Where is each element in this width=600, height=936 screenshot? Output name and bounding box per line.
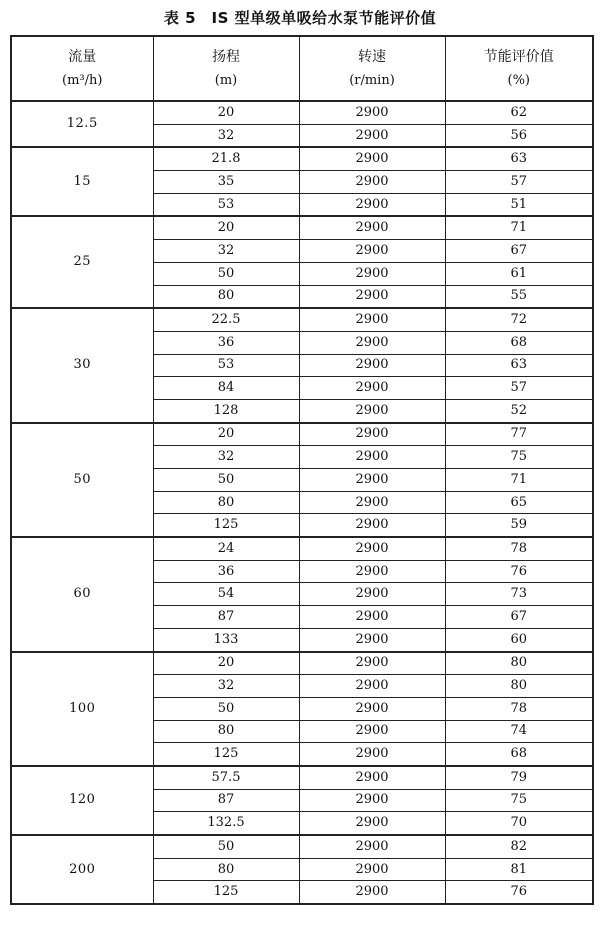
speed-cell: 2900 (299, 354, 445, 377)
head-cell: 84 (153, 377, 299, 400)
head-cell: 125 (153, 743, 299, 766)
speed-cell: 2900 (299, 881, 445, 904)
speed-cell: 2900 (299, 628, 445, 651)
speed-cell: 2900 (299, 812, 445, 835)
efficiency-cell: 63 (445, 354, 593, 377)
table-row (11, 216, 593, 239)
head-cell: 32 (153, 124, 299, 147)
speed-cell: 2900 (299, 240, 445, 263)
speed-cell: 2900 (299, 743, 445, 766)
head-cell: 24 (153, 537, 299, 560)
column-header-speed (299, 36, 445, 101)
head-cell: 50 (153, 697, 299, 720)
header-label: 节能评价值 (483, 48, 554, 65)
flow-cell: 30 (11, 308, 153, 422)
speed-cell: 2900 (299, 331, 445, 354)
table-row (11, 537, 593, 560)
efficiency-cell: 79 (445, 766, 593, 789)
efficiency-cell: 55 (445, 285, 593, 308)
speed-cell: 2900 (299, 308, 445, 331)
speed-cell: 2900 (299, 583, 445, 606)
speed-cell: 2900 (299, 606, 445, 629)
efficiency-cell: 52 (445, 399, 593, 422)
head-cell: 87 (153, 606, 299, 629)
head-cell: 132.5 (153, 812, 299, 835)
head-cell: 20 (153, 423, 299, 446)
speed-cell: 2900 (299, 216, 445, 239)
flow-cell: 25 (11, 216, 153, 308)
table-row (11, 101, 593, 124)
header-unit: (m) (214, 72, 238, 88)
head-cell: 20 (153, 216, 299, 239)
efficiency-cell: 70 (445, 812, 593, 835)
header-label: 转速 (358, 48, 386, 65)
efficiency-cell: 56 (445, 124, 593, 147)
flow-cell: 120 (11, 766, 153, 835)
head-cell: 36 (153, 560, 299, 583)
pump-efficiency-table (10, 35, 594, 905)
speed-cell: 2900 (299, 124, 445, 147)
head-cell: 80 (153, 858, 299, 881)
table-row (11, 423, 593, 446)
efficiency-cell: 78 (445, 537, 593, 560)
efficiency-cell: 57 (445, 377, 593, 400)
table-title: 表 5 IS 型单级单吸给水泵节能评价值 (163, 9, 437, 27)
flow-cell: 100 (11, 652, 153, 766)
efficiency-cell: 78 (445, 697, 593, 720)
flow-cell: 200 (11, 835, 153, 904)
head-cell: 36 (153, 331, 299, 354)
head-cell: 20 (153, 101, 299, 124)
efficiency-cell: 68 (445, 331, 593, 354)
speed-cell: 2900 (299, 101, 445, 124)
speed-cell: 2900 (299, 193, 445, 216)
speed-cell: 2900 (299, 652, 445, 675)
efficiency-cell: 57 (445, 171, 593, 194)
column-header-flow (11, 36, 153, 101)
head-cell: 57.5 (153, 766, 299, 789)
efficiency-cell: 67 (445, 606, 593, 629)
efficiency-cell: 75 (445, 446, 593, 469)
head-cell: 80 (153, 720, 299, 743)
header-row (11, 36, 593, 101)
table-body (11, 101, 593, 904)
head-cell: 32 (153, 240, 299, 263)
head-cell: 50 (153, 262, 299, 285)
head-cell: 80 (153, 285, 299, 308)
efficiency-cell: 68 (445, 743, 593, 766)
head-cell: 125 (153, 514, 299, 537)
head-cell: 53 (153, 354, 299, 377)
head-cell: 32 (153, 675, 299, 698)
head-cell: 22.5 (153, 308, 299, 331)
speed-cell: 2900 (299, 171, 445, 194)
head-cell: 128 (153, 399, 299, 422)
efficiency-cell: 76 (445, 560, 593, 583)
column-header-head (153, 36, 299, 101)
header-unit: (r/min) (349, 72, 395, 88)
table-row (11, 835, 593, 858)
header-label: 扬程 (212, 48, 240, 65)
table-row (11, 766, 593, 789)
efficiency-cell: 59 (445, 514, 593, 537)
efficiency-cell: 80 (445, 652, 593, 675)
header-unit: (%) (507, 72, 530, 88)
efficiency-cell: 67 (445, 240, 593, 263)
speed-cell: 2900 (299, 720, 445, 743)
efficiency-cell: 76 (445, 881, 593, 904)
table-row (11, 147, 593, 170)
efficiency-cell: 73 (445, 583, 593, 606)
table-row (11, 652, 593, 675)
header-unit: (m³/h) (62, 72, 103, 88)
column-header-efficiency (445, 36, 593, 101)
efficiency-cell: 61 (445, 262, 593, 285)
head-cell: 87 (153, 789, 299, 812)
speed-cell: 2900 (299, 285, 445, 308)
efficiency-cell: 71 (445, 216, 593, 239)
efficiency-cell: 74 (445, 720, 593, 743)
speed-cell: 2900 (299, 560, 445, 583)
head-cell: 50 (153, 835, 299, 858)
speed-cell: 2900 (299, 491, 445, 514)
table-header (11, 36, 593, 101)
speed-cell: 2900 (299, 147, 445, 170)
efficiency-cell: 81 (445, 858, 593, 881)
head-cell: 32 (153, 446, 299, 469)
speed-cell: 2900 (299, 537, 445, 560)
head-cell: 20 (153, 652, 299, 675)
head-cell: 53 (153, 193, 299, 216)
header-label: 流量 (68, 48, 97, 65)
efficiency-cell: 71 (445, 469, 593, 492)
efficiency-cell: 65 (445, 491, 593, 514)
head-cell: 80 (153, 491, 299, 514)
efficiency-cell: 63 (445, 147, 593, 170)
head-cell: 125 (153, 881, 299, 904)
head-cell: 50 (153, 469, 299, 492)
efficiency-cell: 80 (445, 675, 593, 698)
speed-cell: 2900 (299, 675, 445, 698)
flow-cell: 50 (11, 423, 153, 537)
efficiency-cell: 51 (445, 193, 593, 216)
speed-cell: 2900 (299, 697, 445, 720)
speed-cell: 2900 (299, 835, 445, 858)
efficiency-cell: 82 (445, 835, 593, 858)
head-cell: 35 (153, 171, 299, 194)
efficiency-cell: 62 (445, 101, 593, 124)
speed-cell: 2900 (299, 399, 445, 422)
speed-cell: 2900 (299, 514, 445, 537)
speed-cell: 2900 (299, 262, 445, 285)
head-cell: 54 (153, 583, 299, 606)
flow-cell: 12.5 (11, 101, 153, 147)
efficiency-cell: 77 (445, 423, 593, 446)
speed-cell: 2900 (299, 858, 445, 881)
speed-cell: 2900 (299, 789, 445, 812)
flow-cell: 15 (11, 147, 153, 216)
efficiency-cell: 60 (445, 628, 593, 651)
speed-cell: 2900 (299, 469, 445, 492)
flow-cell: 60 (11, 537, 153, 651)
efficiency-cell: 72 (445, 308, 593, 331)
head-cell: 21.8 (153, 147, 299, 170)
efficiency-cell: 75 (445, 789, 593, 812)
speed-cell: 2900 (299, 446, 445, 469)
table-row (11, 308, 593, 331)
head-cell: 133 (153, 628, 299, 651)
speed-cell: 2900 (299, 766, 445, 789)
speed-cell: 2900 (299, 377, 445, 400)
speed-cell: 2900 (299, 423, 445, 446)
